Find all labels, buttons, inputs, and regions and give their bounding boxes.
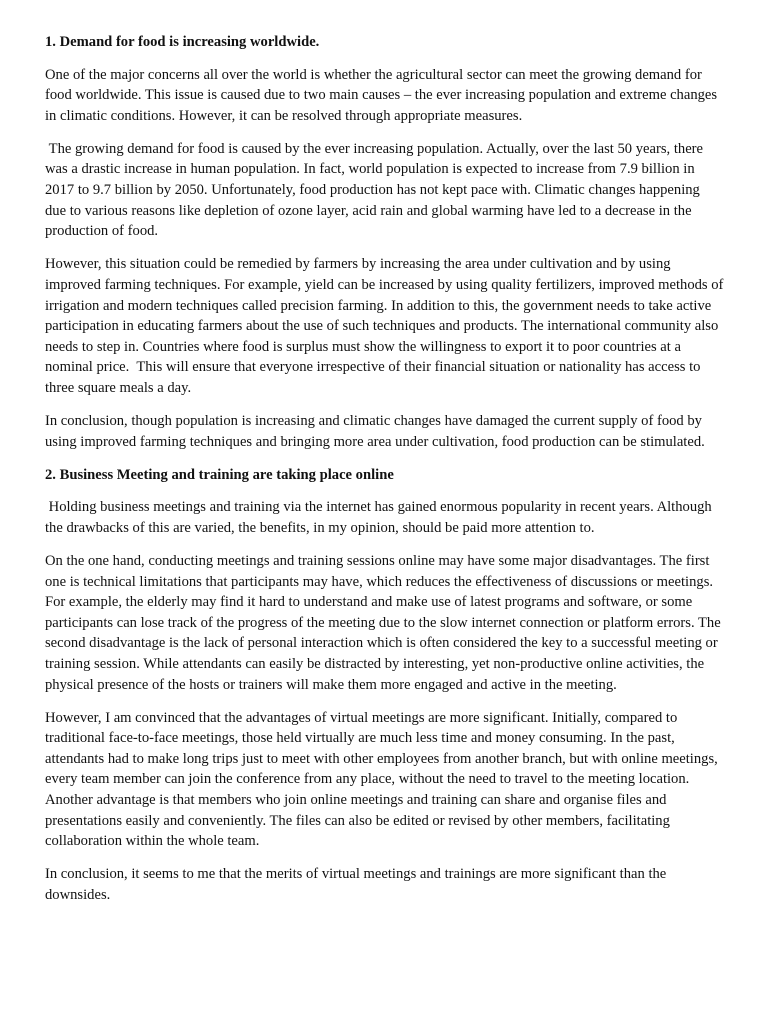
paragraph: However, this situation could be remedied by farmers by increasing the area under cultivation and by using improved farming techniques. For example, yield can be increased by using quality fertilizers, improved methods of irrigation and modern techniques called precision farming. In addition to this, the government needs to take active participation in educating farmers about the use of such techniques and products. The international community also needs to step in. Countries where food is surplus must show the willingness to export it to poor countries at a nominal price. This will ensure that everyone irrespective of their financial situation or nationality has access to three square meals a day. [45,256,728,396]
paragraph: Holding business meetings and training via the internet has gained enormous popularity in recent years. Although the drawbacks of this are varied, the benefits, in my opinion, should be paid more attention to. [45,499,716,536]
section-food-demand [45,32,728,452]
paragraph: One of the major concerns all over the world is whether the agricultural sector can meet the growing demand for food worldwide. This issue is caused due to two main causes – the ever increasing population and extreme changes in climatic conditions. However, it can be resolved through appropriate measures. [45,66,721,124]
section-heading: 2. Business Meeting and training are taking place online [45,466,394,483]
paragraph: The growing demand for food is caused by the ever increasing population. Actually, over the last 50 years, there was a drastic increase in human population. In fact, world population is expected to increase from 7.9 billion in 2017 to 9.7 billion by 2050. Unfortunately, food production has not kept pace with. Climatic changes happening due to various reasons like depletion of ozone layer, acid rain and global warming have led to a decrease in the production of food. [45,140,707,240]
paragraph: In conclusion, though population is increasing and climatic changes have damaged the current supply of food by using improved farming techniques and bringing more area under cultivation, food production can be stimulated. [45,413,706,450]
section-online-meetings [45,465,724,906]
paragraph: In conclusion, it seems to me that the merits of virtual meetings and trainings are more significant than the downsides. [45,866,670,903]
paragraph: On the one hand, conducting meetings and training sessions online may have some major disadvantages. The first one is technical limitations that participants may have, which reduces the effectiveness of discussions or meetings. For example, the elderly may find it hard to understand and make use of latest programs and software, or some participants can lose track of the progress of the meeting due to the slow internet connection or platform errors. The second disadvantage is the lack of personal interaction which is often considered the key to a successful meeting or training session. While attendants can easily be distracted by interesting, yet non-productive online activities, the physical presence of the hosts or trainers will make them more engaged and active in the meeting. [45,552,725,693]
section-heading: 1. Demand for food is increasing worldwide. [45,34,320,50]
paragraph: However, I am convinced that the advantages of virtual meetings are more significant. Initially, compared to traditional face-to-face meetings, those held virtually are much less time and money consuming. In the past, attendants had to make long trips just to meet with other employees from another branch, but with online meetings, every team member can join the conference from any place, without the need to travel to the meeting location. Another advantage is that members who join online meetings and training can share and organise files and presentations easily and conveniently. The files can also be edited or revised by other members, facilitating collaboration within the whole team. [45,709,722,850]
